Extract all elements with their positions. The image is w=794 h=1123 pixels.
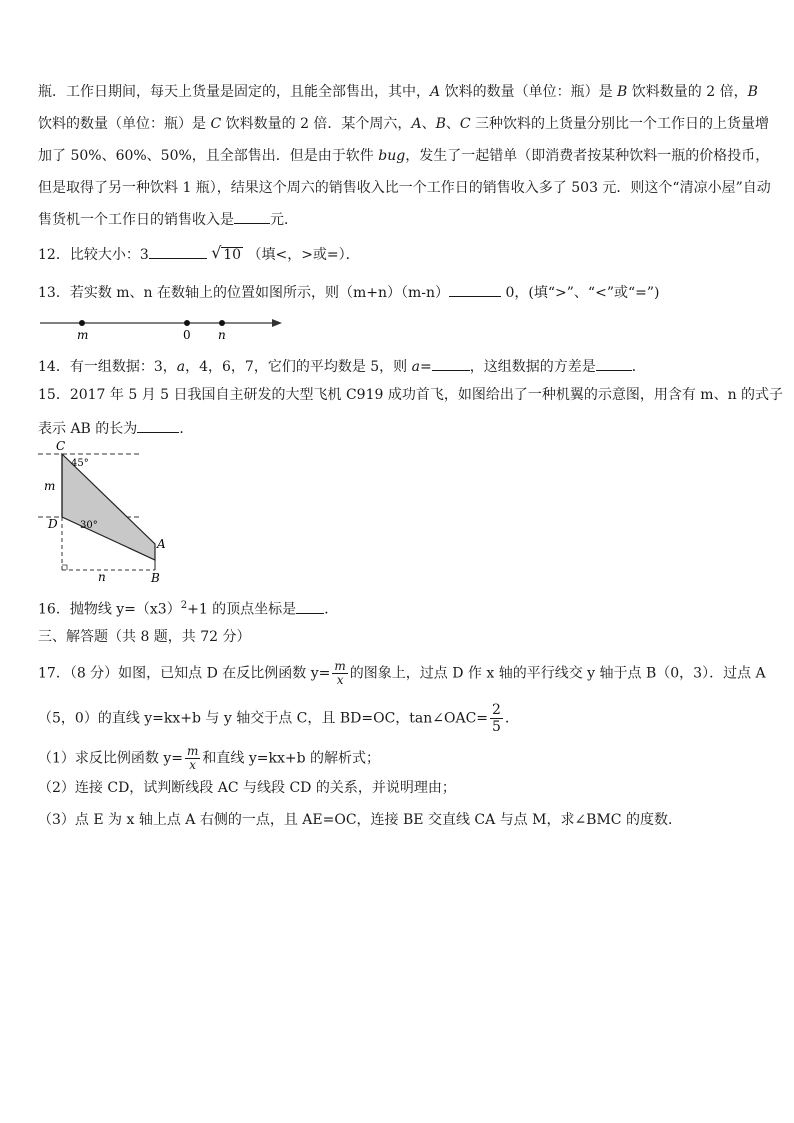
problem-15-line-1: 15．2017 年 5 月 5 日我国自主研发的大型飞机 C919 成功首飞，如图给出了一种机翼的示意图，用含有 m、n 的式子 [38, 387, 784, 403]
problem-12: 12．比较大小：3 √ 10 （填<，>或=）． [38, 243, 360, 263]
label-B: B [151, 571, 160, 585]
answer-blank[interactable] [149, 244, 207, 259]
fraction-2-over-5: $\frac{2}{5}$ [492, 702, 501, 735]
answer-blank[interactable] [234, 209, 270, 224]
fraction-m-over-x: $\frac{m}{x}$ [334, 659, 346, 687]
problem-13: 13．若实数 m、n 在数轴上的位置如图所示，则（m+n）（m-n） 0，(填“>”、“<”或“=”) [38, 282, 659, 302]
problem-11-line-4: 但是取得了另一种饮料 1 瓶），结果这个周六的销售收入比一个工作日的销售收入多了 503 元．则这个“清凉小屋”自动 [38, 180, 771, 196]
problem-11-line-3: 加了 50%、60%、50%，且全部售出．但是由于软件 bug，发生了一起错单（即消费者按某种饮料一瓶的价格投币， [38, 148, 770, 164]
problem-11-line-5: 售货机一个工作日的销售收入是 元． [38, 209, 298, 229]
problem-17-part-3: （3）点 E 为 x 轴上点 A 右侧的一点，且 AE=OC，连接 BE 交直线 CA 与点 M，求∠BMC 的度数． [38, 812, 682, 828]
label-m: m [77, 328, 89, 342]
answer-blank[interactable] [449, 282, 501, 297]
point-m [79, 320, 85, 326]
point-0 [184, 320, 190, 326]
wing-diagram [38, 438, 178, 586]
answer-blank[interactable] [596, 356, 632, 371]
label-n: n [218, 328, 226, 342]
number-line-arrow [272, 319, 282, 327]
label-m: m [44, 479, 56, 493]
label-0: 0 [183, 328, 191, 342]
problem-11-line-1: 瓶．工作日期间，每天上货量是固定的，且能全部售出，其中，A 饮料的数量（单位：瓶）是 B 饮料数量的 2 倍，B [38, 84, 758, 100]
problem-16: 16．抛物线 $y=(x3)^2+1$ 的顶点坐标是 ． [38, 600, 339, 618]
answer-blank[interactable] [432, 356, 470, 371]
problem-17-line-1: 17．（8 分）如图，已知点 D 在反比例函数 y= $\frac{m}{x}$ 的图象上，过点 D 作 x 轴的平行线交 y 轴于点 B（0，3）．过点 A [38, 659, 766, 687]
answer-blank[interactable] [137, 418, 179, 433]
point-n [219, 320, 225, 326]
label-A: A [157, 537, 166, 551]
problem-14: 14．有一组数据：3，a，4，6，7，它们的平均数是 5，则 a= ，这组数据的方差是 ． [38, 356, 646, 376]
sqrt-10: √ 10 [211, 243, 242, 263]
section-3-heading: 三、解答题（共 8 题，共 72 分） [38, 629, 251, 645]
angle-45: 45° [71, 458, 89, 469]
problem-15-line-2: 表示 AB 的长为 ． [38, 418, 193, 438]
number-line-figure [38, 312, 288, 342]
answer-blank[interactable] [296, 599, 324, 614]
label-D: D [48, 517, 58, 531]
fraction-m-over-x: $\frac{m}{x}$ [187, 744, 199, 772]
right-angle-mark [62, 565, 67, 570]
problem-17-line-2: （5，0）的直线 y=kx+b 与 y 轴交于点 C，且 BD=OC，tan∠OAC= $\frac{2}{5}$ ． [38, 702, 519, 735]
angle-30: 30° [80, 520, 98, 531]
label-C: C [56, 439, 66, 453]
wing-shape [62, 454, 155, 560]
label-n: n [98, 570, 106, 584]
problem-17-part-2: （2）连接 CD，试判断线段 AC 与线段 CD 的关系，并说明理由； [38, 780, 456, 796]
problem-17-part-1: （1）求反比例函数 y= $\frac{m}{x}$ 和直线 y=kx+b 的解析式； [38, 744, 381, 772]
problem-11-line-2: 饮料的数量（单位：瓶）是 C 饮料数量的 2 倍．某个周六，A、B、C 三种饮料的上货量分别比一个工作日的上货量增 [38, 116, 770, 132]
